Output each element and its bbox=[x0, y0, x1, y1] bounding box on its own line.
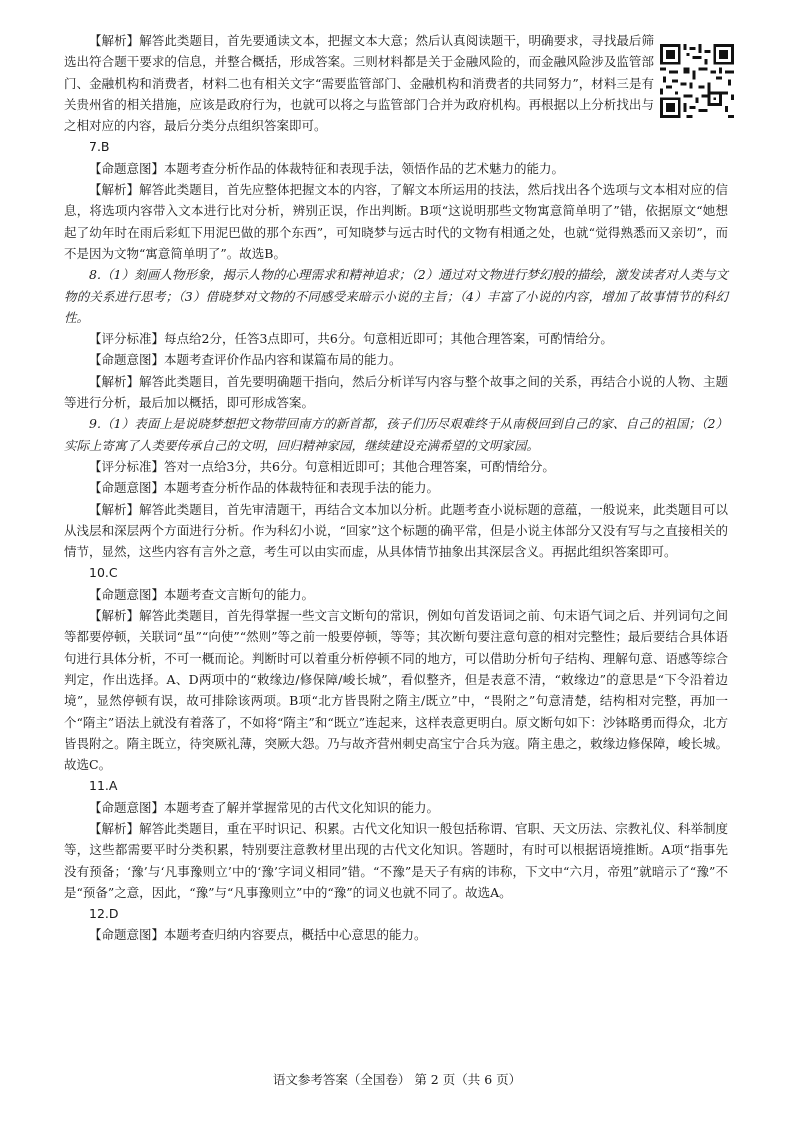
paragraph: 【解析】解答此类题目，重在平时识记、积累。古代文化知识一般包括称谓、官职、天文历法、宗教礼仪、科举制度等，这些都需要平时分类积累，特别要注意教材里出现的古代文化知识。答题时，有时可以根据语境推断。A项“指事先没有预备；‘豫’与‘凡事豫则立’中的‘豫’字词义相同”错。“不豫”是天子有病的讳称，下文中“六月，帝殂”就暗示了“豫”不是“预备”之意，因此，“豫”与“凡事豫则立”中的“豫”的词义也就不同了。故选A。 bbox=[64, 820, 728, 900]
handwritten-answer: 8.（1）刻画人物形象，揭示人物的心理需求和精神追求；（2）通过对文物进行梦幻般的描绘，激发读者对人类与文物的关系进行思考；（3）借晓梦对文物的不同感受来暗示小说的主旨；（4）丰富了小说的内容，增加了故事情节的科幻性。 bbox=[64, 267, 728, 325]
answer-label: 12.D bbox=[89, 906, 119, 922]
paragraph: 【命题意图】本题考查文言断句的能力。 bbox=[89, 586, 315, 602]
answer-label: 10.C bbox=[89, 565, 118, 581]
paragraph: 【评分标准】答对一点给3分，共6分。句意相近即可；其他合理答案，可酌情给分。 bbox=[89, 458, 555, 474]
page-body bbox=[64, 30, 728, 946]
paragraph: 【解析】解答此类题目，首先要明确题干指向，然后分析详写内容与整个故事之间的关系，再结合小说的人物、主题等进行分析，最后加以概括，即可形成答案。 bbox=[64, 373, 728, 411]
paragraph: 【命题意图】本题考查评价作品内容和谋篇布局的能力。 bbox=[89, 352, 402, 368]
paragraph: 【解析】解答此类题目，首先得掌握一些文言文断句的常识，例如句首发语词之前、句末语气词之后、并列词句之间等都要停顿，关联词“虽”“向使”“然则”等之前一般要停顿，等等；其次断句要注意句意的相对完整性；最后要结合具体语句进行具体分析，不可一概而论。判断时可以着重分析停顿不同的地方，可以借助分析句子结构、理解句意、语感等综合判定，作出选择。A、D两项中的“敕缘边/修保障/峻长城”，看似整齐，但是表意不清，“敕缘边”的意思是“下令沿着边境”，显然停顿有误，故可排除该两项。B项“北方皆畏附之隋主/既立”中，“畏附之”句意清楚，结构相对完整，再加一个“隋主”语法上就没有着落了，不如将“隋主”和“既立”连起来，这样表意更明白。原文断句如下：沙钵略勇而得众，北方皆畏附之。隋主既立，待突厥礼薄，突厥大怨。乃与故齐营州刺史高宝宁合兵为寇。隋主患之，敕缘边修保障，峻长城。故选C。 bbox=[64, 608, 728, 773]
paragraph: 【命题意图】本题考查分析作品的体裁特征和表现手法的能力。 bbox=[89, 480, 440, 496]
paragraph: 【解析】解答此类题目，首先审清题干，再结合文本加以分析。此题考查小说标题的意蕴，一般说来，此类题目可以从浅层和深层两个方面进行分析。作为科幻小说，“回家”这个标题的确平常，但是小说主体部分又没有写与之直接相关的情节，显然，这些内容有言外之意，考生可以由实而虚，从具体情节抽象出其深层含义。再据此组织答案即可。 bbox=[64, 501, 728, 560]
paragraph: 【命题意图】本题考查分析作品的体裁特征和表现手法，领悟作品的艺术魅力的能力。 bbox=[89, 160, 565, 176]
paragraph: 【命题意图】本题考查归纳内容要点，概括中心意思的能力。 bbox=[89, 927, 427, 943]
paragraph: 【命题意图】本题考查了解并掌握常见的古代文化知识的能力。 bbox=[89, 799, 440, 815]
answer-label: 7.B bbox=[89, 139, 110, 155]
paragraph: 【评分标准】每点给2分，任答3点即可，共6分。句意相近即可；其他合理答案，可酌情给分。 bbox=[89, 331, 613, 347]
handwritten-answer: 9.（1）表面上是说晓梦想把文物带回南方的新首都，孩子们历尽艰难终于从南极回到自己的家、自己的祖国；（2）实际上寄寓了人类要传承自己的文明，回归精神家园，继续建设充满希望的文明家园。 bbox=[64, 416, 728, 453]
answer-label: 11.A bbox=[89, 778, 118, 794]
paragraph: 【解析】解答此类题目，首先应整体把握文本的内容，了解文本所运用的技法，然后找出各个选项与文本相对应的信息，将选项内容带入文本进行比对分析，辨别正误，作出判断。B项“这说明那些文物寓意简单明了”错，依据原文“她想起了幼年时在雨后彩虹下用泥巴做的那个东西”，可知晓梦与远古时代的文物有相通之处，也就“觉得熟悉而又亲切”，而不是因为文物“寓意简单明了”。故选B。 bbox=[64, 182, 728, 261]
paragraph: 【解析】解答此类题目，首先要通读文本，把握文本大意；然后认真阅读题干，明确要求，寻找最后筛选出符合题干要求的信息，并整合概括，形成答案。三则材料都是关于金融风险的，而金融风险涉及监管部门、金融机构和消费者，材料二也有相关文字“需要监管部门、金融机构和消费者的共同努力”，材料三是有关贵州省的相关措施，应该是政府行为，也就可以将之与监管部门合并为政府机构。再根据以上分析找出与之相对应的内容，最后分类分点组织答案即可。 bbox=[64, 33, 654, 134]
page-footer: 语文参考答案（全国卷） 第 2 页（共 6 页） bbox=[272, 1072, 522, 1087]
qr-code-icon bbox=[660, 44, 734, 118]
